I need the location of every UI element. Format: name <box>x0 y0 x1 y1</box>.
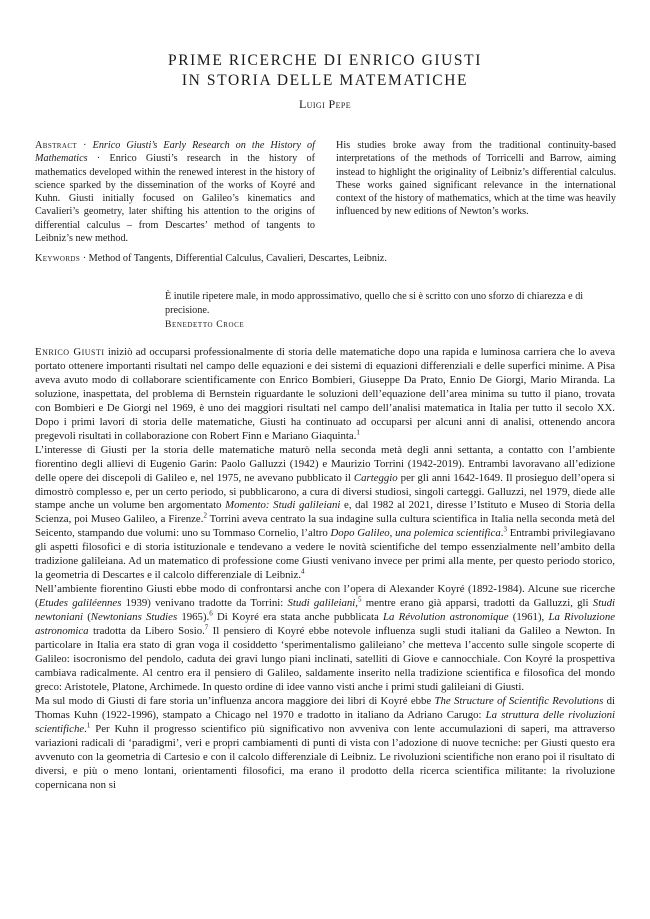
keywords-line <box>35 253 615 264</box>
footnote-ref[interactable]: 4 <box>301 567 305 576</box>
title-line-1: PRIME RICERCHE DI ENRICO GIUSTI <box>168 52 482 69</box>
paragraph-3: Nell’ambiente fiorentino Giusti ebbe modo di confrontarsi anche con l’opera di Alexander Koyré (1892-1984). Alcune sue ricerche (Etudes galiléennes 1939) venivano tradotte da Torrini: Studi galileiani,$^5$ mentre erano già apparsi, tradotti da Galluzzi, gli Studi newtoniani (Newtonians Studies 1965).$^6$ Di Koyré era stata anche pubblicata La Révolution astronomique (1961), La Rivoluzione astronomica tradotta da Libero Sosio.$^7$ Il pensiero di Koyré ebbe notevole influenza sugli studi italiani da Galileo a Newton. In particolare in Italia era stato di gran voga il cosiddetto ‘sperimentalismo galileiano’ che metteva l’accento sulle singole scoperte di Galileo: isocronismo del pendolo, caduta dei gravi lungo piani inclinati, satelliti di Giove e cannocchiale. Con Koyré la prospettiva cambiava radicalmente. Al centro era il pensiero di Galileo, saldamente inserito nella tradizione scientifica e filosofica del mondo greco: Aristotele, Platone, Archimede. In questo ordine di idee vanno visti anche i primi studi galileiani di Giusti. <box>35 583 616 693</box>
paragraph-text: iniziò ad occuparsi professionalmente di storia delle matematiche dopo una rapida e luminosa carriera che lo aveva portato ottenere importanti risultati nel campo delle equazioni e dei sistemi di equazioni differenziali e delle superfici minime. A Pisa aveva avuto modo di collaborare scientificamente con Enrico Bombieri, Giuseppe Da Prato, Ennio De Giorgi, Mario Miranda. La soluzione, inaspettata, del problema di Bernstein riguardante le soluzioni dell’equazione dell’area minima su tutto il piano, trovata con Bombieri e De Giorgi nel 1969, è uno dei maggiori risultati nel campo dell’analisi matematica in Italia per tutto il secolo XX. Dopo i primi lavori di storia delle matematiche, Giusti ha continuato ad occuparsi per alcuni anni di analisi, ottenendo ancora pregevoli risultati in collaborazione con Robert Finn e Mariano Giaquinta. <box>35 346 615 442</box>
epigraph <box>165 290 610 332</box>
article-body <box>35 346 615 793</box>
paragraph-text: 1965). <box>177 611 210 624</box>
abstract-label: Abstract <box>35 140 78 151</box>
paragraph-2: L’interesse di Giusti per la storia delle matematiche maturò nella seconda metà degli anni settanta, a contatto con l’ambiente fiorentino degli allievi di Eugenio Garin: Paolo Galluzzi (1942) e Maurizio Torrini (1942-2019). Entrambi lavoravano all’edizione delle opere dei discepoli di Galileo e, nel 1975, ne avevano pubblicato il Carteggio per gli anni 1642-1649. Il prosieguo dell’opera si dimostrò complesso e, per un certo periodo, si pubblicarono, a cura di diversi studiosi, singoli carteggi. Galluzzi, nel 1979, diede alle stampe anche un volume ben argomentato Momento: Studi galileiani e, dal 1982 al 2021, diresse l’Istituto e Museo di Storia della Scienza, poi Museo Galileo, a Firenze.$^2$ Torrini aveva centrato la sua indagine sulla cultura scientifica in Italia nella seconda metà del Seicento, stampando due volumi: uno su Tommaso Cornelio, l’altro Dopo Galileo, una polemica scientifica.$^3$ Entrambi privilegiavano gli aspetti filosofici e di storia istituzionale e tendevano a vedere le novità scientifiche del tempo essenzialmente nell’ambito della tradizione galileiana. Ad un matematico di professione come Giusti venivano invece per primi alla mente, per questo periodo storico, la geometria di Descartes e il calcolo differenziale di Leibniz.$^4$ <box>35 443 615 582</box>
title-line-2: IN STORIA DELLE MATEMATICHE <box>181 72 469 89</box>
abstract-english-title: Enrico Giusti’s Early Research on the History of Mathematics <box>35 140 315 165</box>
footnote-ref[interactable]: 2 <box>203 511 207 520</box>
paragraph-text: tradotta da Libero Sosio. <box>88 625 205 638</box>
paragraph-text: Ma sul modo di Giusti di fare storia un’influenza ancora maggiore dei libri di Koyré ebbe <box>35 694 435 707</box>
epigraph-source: Benedetto Croce <box>165 319 245 331</box>
paragraph-text: ( <box>83 611 91 624</box>
paragraph-text: e, dal 1982 al 2021, diresse l’Istituto e Museo di Storia della Scienza, poi Museo Galileo, a Firenze. <box>35 499 615 526</box>
abstract-separator: · <box>77 140 93 151</box>
italic-title: The Structure of Scientific Revolutions <box>434 694 604 707</box>
abstract-left-text: · Enrico Giusti’s research in the history of mathematics developed within the renewed interest in the history of science sparked by the dissemination of the works of Koyré and Kuhn. Giusti initially focused on Galileo’s kinematics and Cavalieri’s geometry, later shifting his attention to the origins of differential calculus – from Descartes’ method of tangents to Leibniz’s new method. <box>35 153 315 245</box>
footnote-ref[interactable]: 1 <box>86 721 91 730</box>
paragraph-text: Entrambi privilegiavano gli aspetti filosofici e di storia istituzionale e tendevano a vedere le novità scientifiche del tempo essenzialmente nell’ambito della tradizione galileiana. Ad un matematico di professione come Giusti venivano invece per primi alla mente, per questo periodo storico, la geometria di Descartes e il calcolo differenziale di Leibniz. <box>35 527 615 582</box>
footnote-ref[interactable]: 7 <box>204 623 209 632</box>
keywords-text: · Method of Tangents, Differential Calculus, Cavalieri, Descartes, Leibniz. <box>80 253 387 264</box>
italic-title: Etudes galiléennes <box>38 597 122 610</box>
paragraph-4: Ma sul modo di Giusti di fare storia un’influenza ancora maggiore dei libri di Koyré ebbe The Structure of Scientific Revolutions di Thomas Kuhn (1922-1996), stampato a Chicago nel 1970 e tradotto in italiano da Adriano Carugo: La struttura delle rivoluzioni scientifiche.$^1$ Per Kuhn il progresso scientifico più significativo non avveniva con lente accumulazioni di saperi, ma attraverso variazioni radicali di ‘paradigmi’, veri e propri cambiamenti di punti di vista con l’adozione di nuove tecniche: per Giusti questo era avvenuto con la geometria di Cartesio e con il calcolo differenziale di Leibniz. Le rivoluzioni scientifiche non erano poi il risultato di diversi, e più o meno lontani, orientamenti filosofici, ma erano il prodotto della ricerca scientifica militante: la rivoluzione copernicana non si <box>35 694 615 791</box>
italic-title: Newtonians Studies <box>90 611 178 624</box>
italic-title: Dopo Galileo, una polemica scientifica <box>330 527 501 540</box>
paragraph-text: di Thomas Kuhn (1922-1996), stampato a Chicago nel 1970 e tradotto in italiano da Adriano Carugo: <box>35 694 615 721</box>
paragraph-text: L’interesse di Giusti per la storia delle matematiche maturò nella seconda metà degli anni settanta, a contatto con l’ambiente fiorentino degli allievi di Eugenio Garin: Paolo Galluzzi (1942) e Maurizio Torrini (1942-2019). Entrambi lavoravano all’edizione delle opere dei discepoli di Galileo e, nel 1975, ne avevano pubblicato il <box>35 443 615 484</box>
abstract-right-column: His studies broke away from the traditional continuity-based interpretations of the methods of Torricelli and Barrow, aiming instead to highlight the originality of Leibniz’s differential calculus. These works gained significant relevance in the international context of the history of mathematics, which at the time was heavily influenced by new editions of Newton’s works. <box>336 140 616 218</box>
italic-title: Carteggio <box>353 471 398 484</box>
paragraph-text: Torrini aveva centrato la sua indagine sulla cultura scientifica in Italia nella seconda metà del Seicento, stampando due volumi: uno su Tommaso Cornelio, l’altro <box>35 513 615 540</box>
paragraph-text: Nell’ambiente fiorentino Giusti ebbe modo di confrontarsi anche con l’opera di Alexander Koyré (1892-1984). Alcune sue ricerche ( <box>35 583 615 610</box>
epigraph-quote: È inutile ripetere male, in modo approssimativo, quello che si è scritto con uno sforzo di chiarezza e di precisione. <box>165 291 584 316</box>
paragraph-text: (1961), <box>508 611 549 624</box>
keywords-label: Keywords <box>35 253 81 264</box>
footnote-ref[interactable]: 5 <box>358 595 362 604</box>
italic-title: Studi newtoniani <box>35 597 615 624</box>
footnote-ref[interactable]: 3 <box>503 525 507 534</box>
italic-title: Momento: Studi galileiani <box>225 499 341 512</box>
paragraph-lead: Enrico Giusti <box>35 346 105 358</box>
paragraph-text: Per Kuhn il progresso scientifico più significativo non avveniva con lente accumulazioni di saperi, ma attraverso variazioni radicali di ‘paradigmi’, veri e propri cambiamenti di punti di vista con l’adozione di nuove tecniche: per Giusti questo era avvenuto con la geometria di Cartesio e con il calcolo differenziale di Leibniz. Le rivoluzioni scientifiche non erano poi il risultato di diversi, e più o meno lontani, orientamenti filosofici, ma erano il prodotto della ricerca scientifica militante: la rivoluzione copernicana non si <box>35 722 615 791</box>
italic-title: Studi galileiani <box>287 597 356 610</box>
paragraph-text: mentre erano già apparsi, tradotti da Galluzzi, gli <box>361 597 593 610</box>
article-title <box>0 51 650 91</box>
footnote-ref[interactable]: 6 <box>209 609 213 618</box>
paragraph-1 <box>35 346 615 444</box>
author-name: Luigi Pepe <box>298 97 352 111</box>
italic-title: La Rivoluzione astronomica <box>35 611 616 638</box>
footnote-ref[interactable]: 1 <box>356 428 360 437</box>
paragraph-text: Il pensiero di Koyré ebbe notevole influenza sugli studi italiani da Galileo a Newton. In particolare in Italia era stato di gran voga il cosiddetto ‘sperimentalismo galileiano’ che metteva l’accento sulle singole scoperte di Galileo: isocronismo del pendolo, caduta dei gravi lungo piani inclinati, satelliti di Giove e cannocchiale. Con Koyré la prospettiva cambiava radicalmente. Al centro era il pensiero di Galileo, saldamente inserito nella tradizione scientifica e filosofica del mondo greco: Aristotele, Platone, Archimede. In questo ordine di idee vanno visti anche i primi studi galileiani di Giusti. <box>35 625 615 693</box>
italic-title: La struttura delle rivoluzioni scientifiche <box>35 708 615 735</box>
paragraph-text: Di Koyré era stata anche pubblicata <box>212 611 384 624</box>
italic-title: La Révolution astronomique <box>383 611 509 624</box>
abstract-left-column <box>35 139 315 245</box>
paragraph-text: 1939) venivano tradotte da Torrini: <box>121 597 288 610</box>
paragraph-text: per gli anni 1642-1649. Il prosieguo dell’opera si dimostrò complesso e, per un certo periodo, si pubblicarono, a cura di diversi studiosi, singoli carteggi. Galluzzi, nel 1979, diede alle stampe anche un volume ben argomentato <box>35 471 615 512</box>
